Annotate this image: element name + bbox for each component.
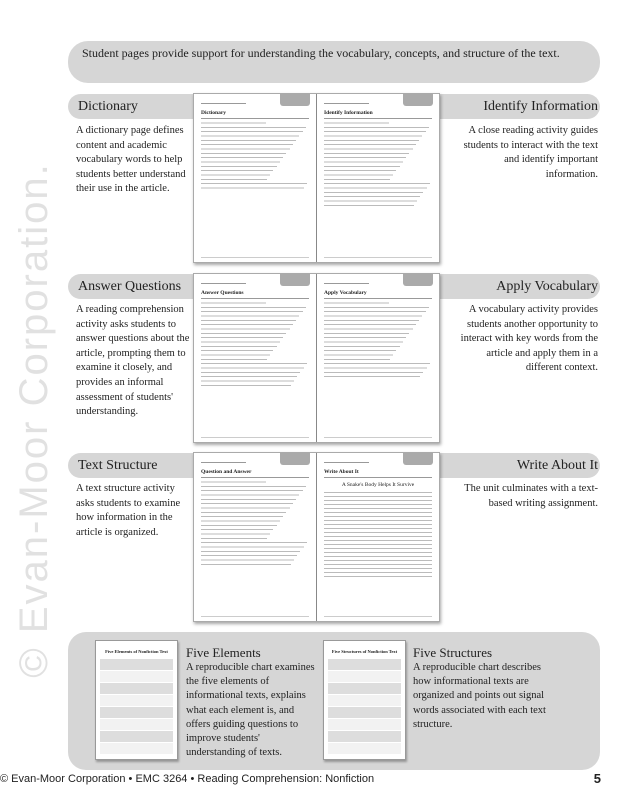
thumb-text-line xyxy=(324,508,432,509)
section-title-dictionary: Dictionary xyxy=(78,99,138,114)
thumb-text-line xyxy=(324,324,416,325)
thumb-text-line xyxy=(201,542,307,543)
thumb-text-line xyxy=(324,187,427,189)
thumb-text-line xyxy=(324,532,432,533)
thumb-text-line xyxy=(201,179,267,180)
thumb-text-line xyxy=(324,166,400,167)
thumb-text-line xyxy=(324,363,430,364)
thumb-text-line xyxy=(324,544,432,545)
thumb-text-line xyxy=(324,320,419,321)
thumb-title: Answer Questions xyxy=(201,290,309,299)
thumb-text-line xyxy=(201,127,306,128)
thumb-text-line xyxy=(324,524,432,525)
text-structure-description: A text structure activity asks students to examine how information in the article is organized. xyxy=(76,483,181,538)
chart-row xyxy=(100,707,173,718)
thumb-text-line xyxy=(201,315,299,317)
thumb-text-line xyxy=(201,503,293,504)
thumb-text-line xyxy=(201,555,297,556)
chart-row xyxy=(328,695,401,706)
thumb-text-line xyxy=(201,486,306,487)
chart-row xyxy=(328,731,401,742)
answer-questions-description: A reading comprehension activity asks students to answer questions about the article, prompting them to examine it closely, and provides an informal assessment of students' understanding. xyxy=(76,304,190,418)
thumb-text-line xyxy=(201,161,280,163)
thumb-text-line xyxy=(324,144,416,145)
thumb-text-line xyxy=(201,520,280,522)
five-structures-description: A reproducible chart describes how informational texts are organized and points out signal words associated with each text structure. xyxy=(413,662,546,730)
thumb-text-line xyxy=(324,127,429,128)
thumb-text-line xyxy=(324,337,406,338)
intro-banner: Student pages provide support for understanding the vocabulary, concepts, and structure of the text. xyxy=(68,41,600,83)
thumb-text-line xyxy=(324,179,390,180)
thumb-text-line xyxy=(201,546,304,548)
thumb-text-line xyxy=(324,572,432,573)
write-about-it-page-thumbnail xyxy=(316,453,439,621)
thumb-text-line xyxy=(324,512,432,513)
thumb-text-line xyxy=(201,328,290,330)
thumb-text-line xyxy=(201,380,294,382)
thumb-text-line xyxy=(201,341,280,343)
thumb-text-line xyxy=(201,166,277,167)
thumb-text-line xyxy=(201,529,273,530)
thumb-text-line xyxy=(324,157,406,158)
thumb-text-line xyxy=(201,148,290,150)
thumb-text-line xyxy=(201,187,304,189)
thumb-text-line xyxy=(324,307,429,308)
thumb-text-line xyxy=(201,363,307,364)
dictionary-page-thumbnail xyxy=(194,94,316,262)
thumb-text-line xyxy=(201,153,286,154)
thumb-text-line xyxy=(201,174,270,176)
page-number: 5 xyxy=(593,771,601,786)
thumb-text-line xyxy=(324,564,432,565)
thumb-text-line xyxy=(201,307,306,308)
thumb-text-line xyxy=(201,320,296,321)
thumb-text-line xyxy=(201,140,296,141)
five-elements-title: Five Elements xyxy=(186,645,261,660)
thumb-text-line xyxy=(324,328,413,330)
thumb-text-line xyxy=(324,205,414,206)
chart-row xyxy=(328,743,401,754)
thumb-text-line xyxy=(201,494,299,496)
thumb-text-line xyxy=(201,376,297,377)
apply-vocabulary-description: A vocabulary activity provides students another opportunity to interact with key words from the article and apply them in a different context. xyxy=(460,304,598,374)
five-structures-title: Five Structures xyxy=(413,645,493,660)
thumb-text-line xyxy=(201,372,300,373)
section-title-text-structure: Text Structure xyxy=(78,458,158,473)
thumb-title: Write About It xyxy=(324,469,432,478)
answer-questions-page-thumbnail xyxy=(194,274,316,442)
page-spread-thumbnail xyxy=(193,93,440,263)
thumb-text-line xyxy=(324,122,389,124)
section-title-apply-vocabulary: Apply Vocabulary xyxy=(496,279,598,294)
thumb-text-line xyxy=(201,350,273,351)
five-elements-chart-thumbnail xyxy=(95,640,178,760)
thumb-title: Question and Answer xyxy=(201,469,309,478)
thumb-title: Dictionary xyxy=(201,110,309,119)
thumb-text-line xyxy=(324,376,420,377)
section-title-write-about-it: Write About It xyxy=(516,458,598,473)
thumb-title: Five Elements of Nonfiction Text xyxy=(105,649,168,654)
thumb-text-line xyxy=(201,311,303,312)
chart-row xyxy=(328,719,401,730)
thumb-text-line xyxy=(201,538,267,539)
chart-row xyxy=(100,743,173,754)
five-elements-description: A reproducible chart examines the five elements of informational texts, explains what each element is, and offers guiding questions to improve students' understanding of texts. xyxy=(186,662,315,759)
thumb-text-line xyxy=(324,504,432,505)
chart-row xyxy=(100,731,173,742)
thumb-text-line xyxy=(324,548,432,549)
thumb-text-line xyxy=(324,354,393,356)
thumb-text-line xyxy=(324,140,419,141)
thumb-text-line xyxy=(201,354,270,356)
thumb-text-line xyxy=(201,346,277,347)
chart-row xyxy=(100,695,173,706)
thumb-text-line xyxy=(201,559,294,561)
chart-row xyxy=(328,659,401,670)
thumb-text-line xyxy=(201,135,299,137)
thumb-text-line xyxy=(201,144,293,145)
thumb-text-line xyxy=(201,481,266,483)
thumb-text-line xyxy=(201,157,283,158)
thumb-text-line xyxy=(324,148,413,150)
thumb-text-line xyxy=(324,568,432,569)
thumb-text-line xyxy=(324,576,432,577)
thumb-text-line xyxy=(324,183,430,184)
thumb-text-line xyxy=(324,311,426,312)
thumb-text-line xyxy=(324,359,390,360)
section-title-answer-questions: Answer Questions xyxy=(78,279,182,294)
chart-row xyxy=(328,671,401,682)
thumb-text-line xyxy=(324,333,409,334)
identify-information-description: A close reading activity guides students to interact with the text and identify important information. xyxy=(463,125,598,180)
thumb-text-line xyxy=(324,192,423,193)
chart-row xyxy=(328,683,401,694)
thumb-text-line xyxy=(324,556,432,557)
thumb-title: Apply Vocabulary xyxy=(324,290,432,299)
thumb-text-line xyxy=(324,174,393,176)
dictionary-description: A dictionary page defines content and academic vocabulary words to help students better understand their use in the article. xyxy=(76,125,186,195)
thumb-text-line xyxy=(324,302,389,304)
thumb-text-line xyxy=(201,525,277,526)
footer-credit: © Evan-Moor Corporation • EMC 3264 • Reading Comprehension: Nonfiction xyxy=(0,773,375,785)
thumb-text-line xyxy=(324,196,420,197)
thumb-text-line xyxy=(324,367,427,369)
page-spread-thumbnail xyxy=(193,452,440,622)
thumb-text-line xyxy=(201,385,291,386)
identify-information-page-thumbnail xyxy=(316,94,439,262)
thumb-text-line xyxy=(201,516,283,517)
thumb-text-line xyxy=(324,135,422,137)
thumb-text-line xyxy=(201,302,266,304)
thumb-text-line xyxy=(324,528,432,529)
thumb-text-line xyxy=(201,512,286,513)
thumb-text-line xyxy=(201,499,296,500)
thumb-title: Five Structures of Nonfiction Text xyxy=(331,649,398,654)
thumb-text-line xyxy=(324,516,432,517)
question-and-answer-page-thumbnail xyxy=(194,453,316,621)
section-title-identify-information: Identify Information xyxy=(483,99,598,114)
thumb-text-line xyxy=(201,533,270,535)
thumb-text-line xyxy=(201,122,266,124)
write-about-it-description: The unit culminates with a text-based writing assignment. xyxy=(464,483,598,509)
thumb-text-line xyxy=(201,131,303,132)
thumb-text-line xyxy=(201,490,303,491)
thumb-text-line xyxy=(201,337,283,338)
thumb-text-line xyxy=(324,560,432,561)
chart-row xyxy=(100,671,173,682)
apply-vocabulary-page-thumbnail xyxy=(316,274,439,442)
thumb-text-line xyxy=(324,346,400,347)
thumb-text-line xyxy=(201,367,304,369)
thumb-text-line xyxy=(324,161,403,163)
thumb-text-line xyxy=(324,153,409,154)
page-spread-thumbnail xyxy=(193,273,440,443)
thumb-text-line xyxy=(324,315,422,317)
five-structures-chart-thumbnail xyxy=(323,640,406,760)
thumb-text-line xyxy=(324,552,432,553)
chart-row xyxy=(100,719,173,730)
thumb-text-line xyxy=(201,183,307,184)
thumb-text-line xyxy=(201,551,300,552)
chart-row xyxy=(328,707,401,718)
thumb-text-line xyxy=(324,536,432,537)
thumb-text-line xyxy=(324,492,432,493)
thumb-title: Identify Information xyxy=(324,110,432,119)
thumb-text-line xyxy=(324,520,432,521)
thumb-text-line xyxy=(324,540,432,541)
thumb-text-line xyxy=(324,170,396,171)
thumb-text-line xyxy=(324,496,432,497)
chart-row xyxy=(100,683,173,694)
thumb-text-line xyxy=(201,507,290,509)
thumb-text-line xyxy=(201,333,286,334)
watermark: © Evan-Moor Corporation. xyxy=(12,162,56,678)
thumb-text-line xyxy=(201,564,291,565)
writing-prompt-heading: A Snake's Body Helps It Survive xyxy=(341,482,415,488)
thumb-text-line xyxy=(324,350,396,351)
thumb-text-line xyxy=(324,500,432,501)
thumb-text-line xyxy=(201,170,273,171)
thumb-text-line xyxy=(201,324,293,325)
thumb-text-line xyxy=(324,341,403,343)
thumb-text-line xyxy=(201,359,267,360)
thumb-text-line xyxy=(324,200,417,202)
thumb-text-line xyxy=(324,131,426,132)
thumb-text-line xyxy=(324,372,423,373)
chart-row xyxy=(100,659,173,670)
